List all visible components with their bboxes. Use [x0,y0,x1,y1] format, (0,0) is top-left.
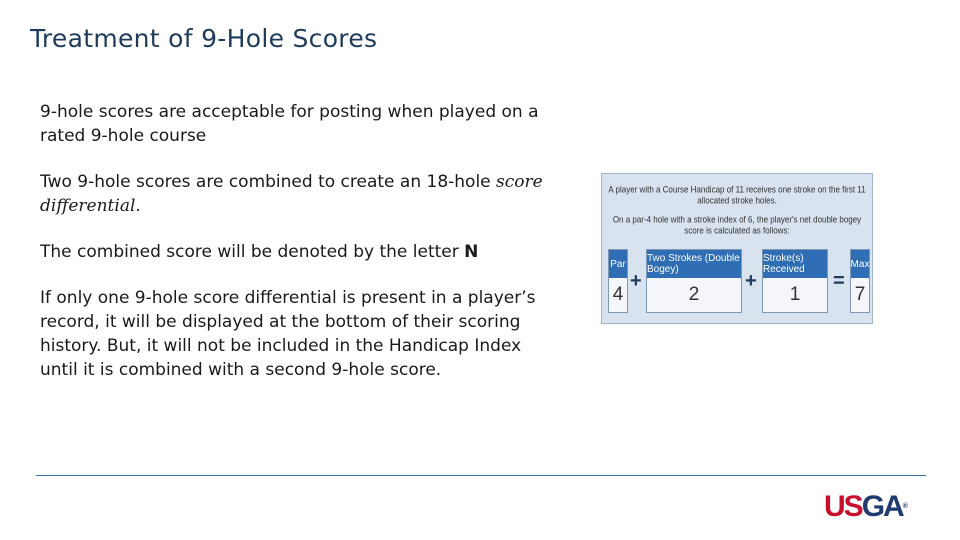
net-double-bogey-figure [601,173,873,324]
two-strokes-cell [646,249,742,313]
plus-sign-2: + [745,270,757,292]
par-header: Par [609,250,627,278]
body-text [40,100,560,404]
slide-title: Treatment of 9-Hole Scores [30,24,378,53]
logo-us: US [824,490,862,523]
p2-text-a: Two 9-hole scores are combined to create an 18-hole [40,172,497,192]
two-strokes-value: 2 [647,278,741,312]
paragraph-letter-n [40,240,560,264]
logo-registered-mark: ® [902,503,908,510]
logo-ga: GA [861,490,903,523]
par-value: 4 [609,278,627,312]
footer-divider [36,475,926,476]
p3-letter: N [464,242,479,262]
paragraph-single-differential: If only one 9-hole score differential is present in a player’s record, it will be displayed at the bottom of their scoring history. But, it will not be included in the Handicap Index until it is combined with a second 9-hole score. [40,288,536,380]
paragraph-posting-rule: 9-hole scores are acceptable for posting when played on a rated 9-hole course [40,102,539,146]
two-strokes-header: Two Strokes (Double Bogey) [647,250,741,278]
max-header: Max [851,250,869,278]
strokes-received-value: 1 [763,278,827,312]
p2-italic-term: score differential [40,172,543,216]
p3-text: The combined score will be denoted by the letter [40,242,465,262]
plus-sign-1: + [630,270,642,292]
p2-text-b: . [135,196,141,216]
equals-sign: = [833,270,845,292]
par-cell [608,249,628,313]
max-cell [850,249,870,313]
usga-logo [824,490,908,524]
figure-caption-line1: A player with a Course Handicap of 11 receives one stroke on the first 11 allocated stroke holes. [608,184,866,206]
strokes-received-cell [762,249,828,313]
strokes-received-header: Stroke(s) Received [763,250,827,278]
max-value: 7 [851,278,869,312]
figure-caption-line2: On a par-4 hole with a stroke index of 6, the player's net double bogey score is calculated as follows: [612,214,862,236]
paragraph-combined-scores [40,170,560,218]
